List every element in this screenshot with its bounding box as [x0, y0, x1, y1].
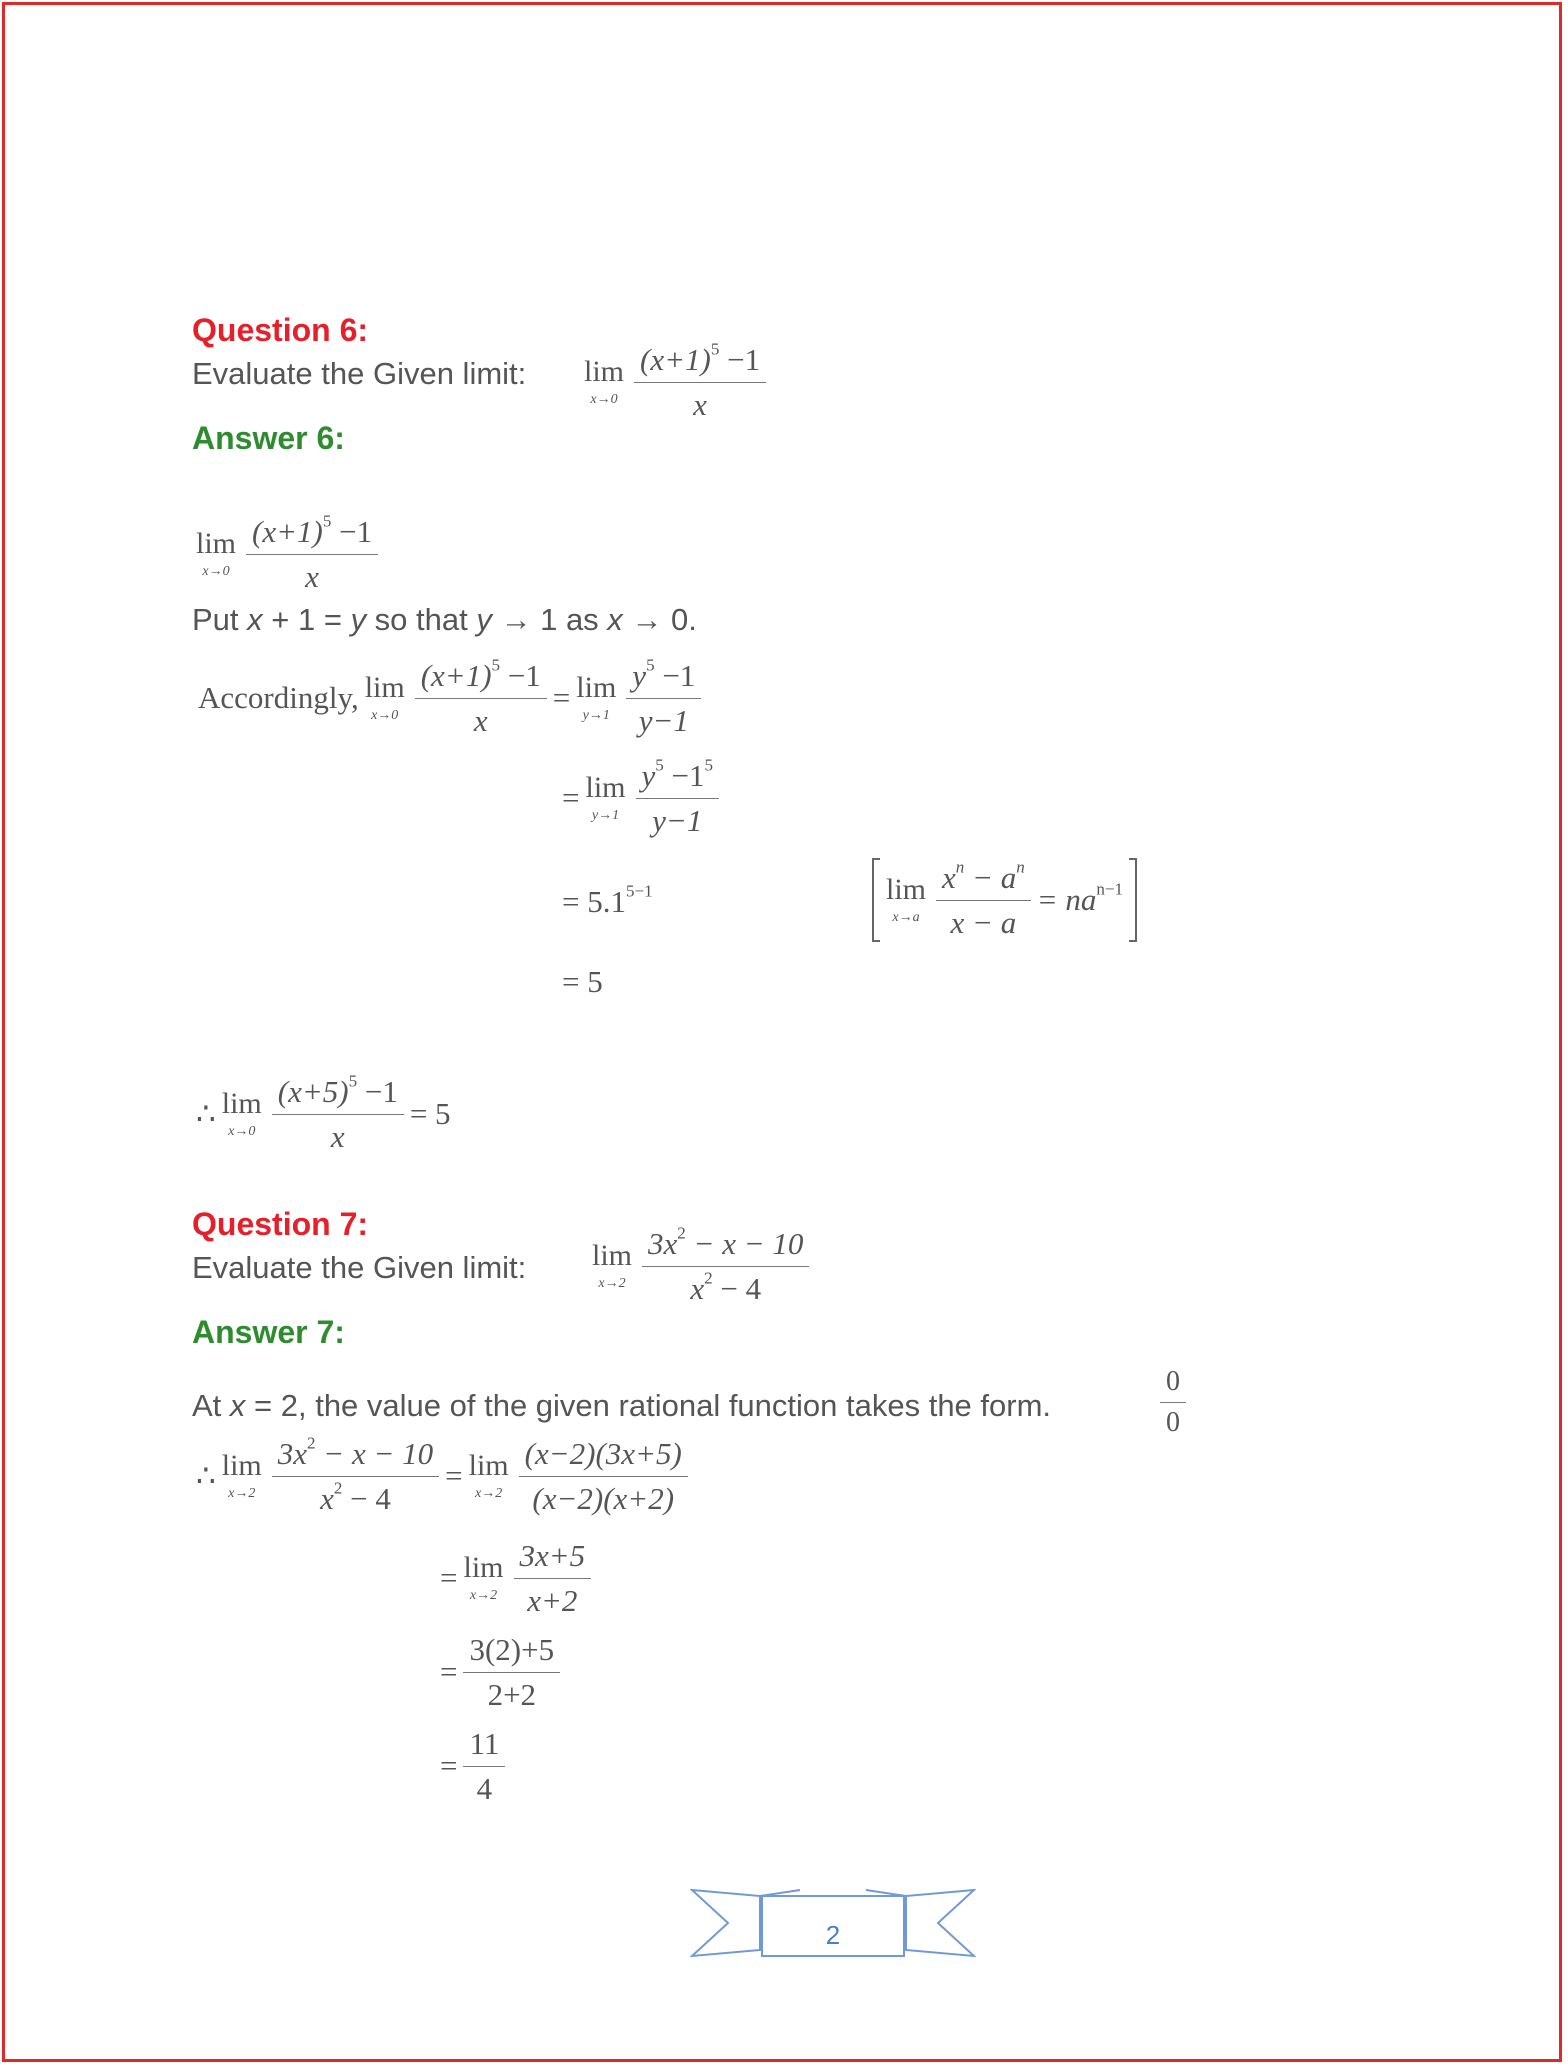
page-number: 2 [825, 1920, 841, 1950]
standard-limit-formula: lim x→a $\frac{x^n - a^n}{x - a}$ = $na^{n-1}$ [872, 858, 1137, 942]
question-6-limit-expression: lim x→0 $\frac{(x+1)^5 -1}{x}$ [584, 342, 766, 422]
accordingly-step-1: Accordingly, lim x→0 $\frac{(x+1)^5 -1}{x}$ = lim y→1 $\frac{y^5 -1}{y-1}$ [198, 658, 701, 738]
zero-over-zero-form: $\frac{0}{0}$ [1160, 1366, 1186, 1439]
question-6-prompt: Evaluate the Given limit: [192, 356, 527, 391]
step-2: = lim y→1 $\frac{y^5 -1^5}{y-1}$ [562, 758, 719, 838]
substitution-statement: Put x + 1 = y so that y → 1 as x → 0. [192, 602, 697, 637]
answer-6-conclusion: ∴ lim x→0 $\frac{(x+5)^5 -1}{x}$ = 5 [196, 1071, 451, 1154]
answer-7-factorization: ∴ lim x→2 $\frac{3x^2 - x - 10}{x^2 - 4}$ = lim x→2 $\frac{(x-2)(3x+5)}{(x-2)(x+2)}$ [196, 1436, 688, 1516]
answer-6-restated-limit: lim x→0 $\frac{(x+1)^5 -1}{x}$ [196, 514, 378, 594]
step-3: = $5.1^{5-1}$ [562, 881, 653, 919]
question-7-heading: Question 7: [192, 1206, 369, 1242]
question-7-prompt: Evaluate the Given limit: [192, 1250, 527, 1285]
answer-6-heading: Answer 6: [192, 420, 345, 456]
question-7-limit-expression: lim x→2 $\frac{3x^2 - x - 10}{x^2 - 4}$ [592, 1226, 809, 1306]
indeterminate-form-statement: At x = 2, the value of the given rational function takes the form. [192, 1388, 1052, 1423]
answer-7-substituted: = $\frac{3(2)+5}{2+2}$ [440, 1632, 560, 1712]
answer-7-result: = $\frac{11}{4}$ [440, 1726, 505, 1806]
step-4: = 5 [562, 964, 603, 999]
answer-7-reduced: = lim x→2 $\frac{3x+5}{x+2}$ [440, 1538, 591, 1618]
answer-7-heading: Answer 7: [192, 1314, 345, 1350]
question-6-heading: Question 6: [192, 312, 369, 348]
page-border [2, 2, 1562, 2062]
